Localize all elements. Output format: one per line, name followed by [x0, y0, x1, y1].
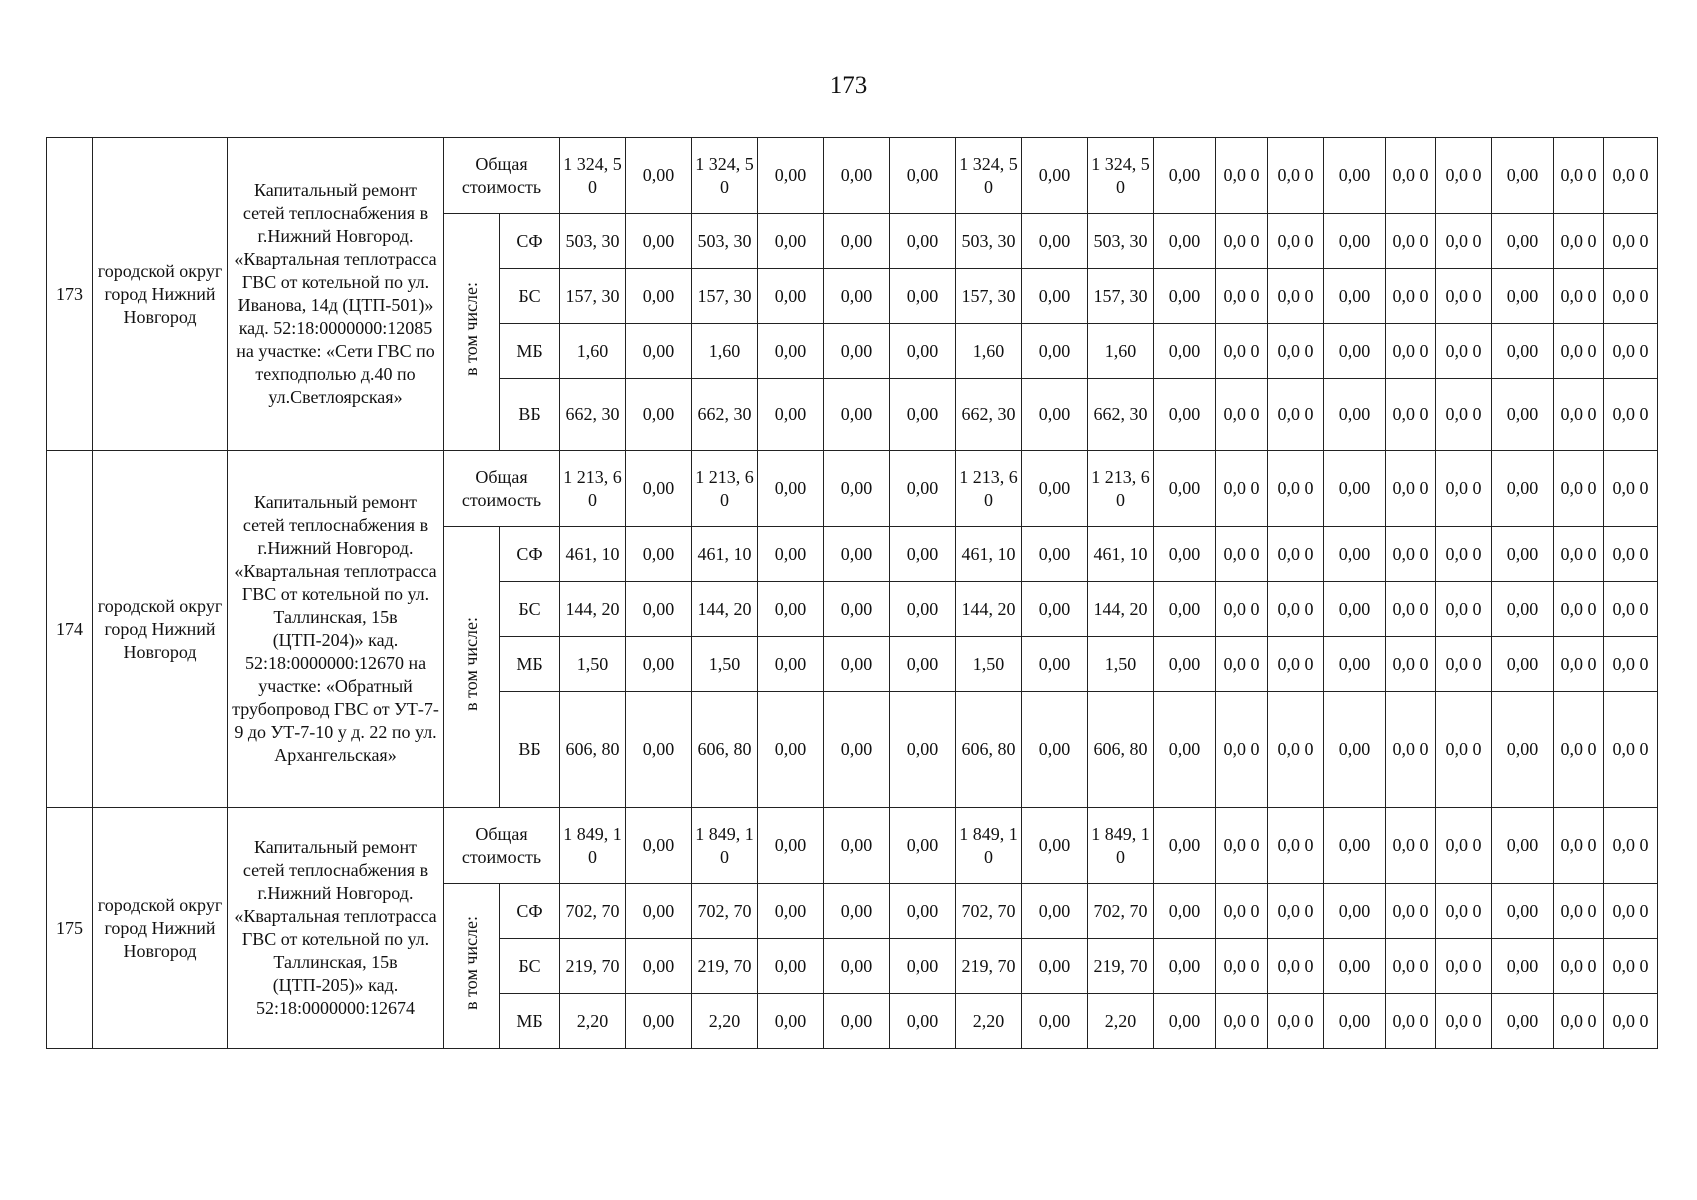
breakdown-label: в том числе: [461, 916, 481, 1010]
value-cell: 0,0 0 [1268, 884, 1324, 939]
value-cell: 0,00 [824, 808, 890, 884]
value-cell: 0,0 0 [1216, 692, 1268, 808]
value-cell: 0,00 [1154, 379, 1216, 451]
breakdown-label-cell [444, 214, 500, 451]
value-cell: 0,00 [824, 324, 890, 379]
value-cell: 0,0 0 [1268, 637, 1324, 692]
value-cell: 0,00 [758, 939, 824, 994]
value-cell: 0,0 0 [1386, 324, 1436, 379]
value-cell: 0,00 [758, 692, 824, 808]
value-cell: 0,0 0 [1604, 269, 1658, 324]
value-cell: 0,00 [1492, 884, 1554, 939]
value-cell: 0,0 0 [1604, 939, 1658, 994]
value-cell: 0,00 [824, 692, 890, 808]
project-number: 174 [47, 451, 93, 808]
value-cell: 0,00 [1492, 637, 1554, 692]
value-cell: 0,00 [1324, 582, 1386, 637]
total-cost-label: Общая стоимость [444, 451, 560, 527]
value-cell: 0,0 0 [1554, 637, 1604, 692]
value-cell: 702, 70 [560, 884, 626, 939]
value-cell: 1 324, 50 [956, 138, 1022, 214]
value-cell: 0,00 [1324, 214, 1386, 269]
value-cell: 0,0 0 [1554, 582, 1604, 637]
value-cell: 0,00 [1022, 379, 1088, 451]
value-cell: 0,0 0 [1216, 884, 1268, 939]
value-cell: 219, 70 [1088, 939, 1154, 994]
value-cell: 0,00 [758, 637, 824, 692]
value-cell: 0,00 [1324, 692, 1386, 808]
value-cell: 0,0 0 [1436, 451, 1492, 527]
value-cell: 0,00 [824, 138, 890, 214]
value-cell: 0,0 0 [1268, 808, 1324, 884]
value-cell: 0,0 0 [1604, 808, 1658, 884]
value-cell: 0,0 0 [1604, 582, 1658, 637]
value-cell: 662, 30 [956, 379, 1022, 451]
value-cell: 606, 80 [956, 692, 1022, 808]
value-cell: 1 849, 10 [692, 808, 758, 884]
value-cell: 0,0 0 [1436, 138, 1492, 214]
value-cell: 0,00 [824, 451, 890, 527]
value-cell: 0,00 [1492, 379, 1554, 451]
value-cell: 0,00 [1492, 808, 1554, 884]
value-cell: 157, 30 [560, 269, 626, 324]
value-cell: 1,60 [560, 324, 626, 379]
value-cell: 0,00 [1492, 214, 1554, 269]
value-cell: 2,20 [1088, 994, 1154, 1049]
value-cell: 503, 30 [560, 214, 626, 269]
value-cell: 0,0 0 [1604, 451, 1658, 527]
value-cell: 0,00 [890, 692, 956, 808]
value-cell: 0,0 0 [1554, 939, 1604, 994]
value-cell: 0,0 0 [1554, 527, 1604, 582]
value-cell: 0,00 [1022, 214, 1088, 269]
value-cell: 0,00 [1022, 138, 1088, 214]
value-cell: 219, 70 [956, 939, 1022, 994]
value-cell: 0,0 0 [1268, 527, 1324, 582]
value-cell: 0,00 [1154, 324, 1216, 379]
value-cell: 0,00 [824, 379, 890, 451]
value-cell: 0,0 0 [1216, 324, 1268, 379]
value-cell: 0,00 [1492, 939, 1554, 994]
value-cell: 0,00 [626, 324, 692, 379]
value-cell: 0,00 [1324, 527, 1386, 582]
value-cell: 0,0 0 [1554, 214, 1604, 269]
value-cell: 0,0 0 [1554, 692, 1604, 808]
value-cell: 144, 20 [1088, 582, 1154, 637]
value-cell: 0,00 [758, 269, 824, 324]
value-cell: 0,0 0 [1268, 214, 1324, 269]
value-cell: 1,60 [956, 324, 1022, 379]
value-cell: 0,00 [1492, 582, 1554, 637]
value-cell: 0,00 [890, 939, 956, 994]
value-cell: 0,00 [758, 884, 824, 939]
value-cell: 144, 20 [692, 582, 758, 637]
breakdown-label: в том числе: [461, 617, 481, 711]
funding-source-label: ВБ [500, 379, 560, 451]
value-cell: 0,0 0 [1386, 994, 1436, 1049]
value-cell: 0,00 [1154, 692, 1216, 808]
value-cell: 0,00 [890, 379, 956, 451]
value-cell: 0,00 [1492, 138, 1554, 214]
value-cell: 1 213, 60 [1088, 451, 1154, 527]
funding-source-label: МБ [500, 324, 560, 379]
value-cell: 0,0 0 [1386, 527, 1436, 582]
value-cell: 0,00 [626, 269, 692, 324]
value-cell: 0,00 [890, 324, 956, 379]
value-cell: 0,00 [824, 582, 890, 637]
value-cell: 0,00 [890, 994, 956, 1049]
value-cell: 1 213, 60 [956, 451, 1022, 527]
value-cell: 0,00 [1022, 451, 1088, 527]
value-cell: 0,0 0 [1554, 269, 1604, 324]
value-cell: 1,50 [956, 637, 1022, 692]
funding-source-label: МБ [500, 637, 560, 692]
value-cell: 0,0 0 [1604, 138, 1658, 214]
value-cell: 1 324, 50 [692, 138, 758, 214]
value-cell: 219, 70 [560, 939, 626, 994]
value-cell: 0,0 0 [1436, 884, 1492, 939]
table-body [47, 138, 1658, 1049]
value-cell: 0,0 0 [1436, 379, 1492, 451]
budget-table [46, 137, 1658, 1049]
value-cell: 0,0 0 [1216, 527, 1268, 582]
value-cell: 503, 30 [956, 214, 1022, 269]
value-cell: 0,00 [1154, 808, 1216, 884]
value-cell: 0,00 [1154, 214, 1216, 269]
project-total-row [47, 808, 1658, 884]
value-cell: 0,00 [1324, 379, 1386, 451]
project-total-row [47, 451, 1658, 527]
value-cell: 0,00 [1022, 527, 1088, 582]
funding-source-label: СФ [500, 884, 560, 939]
value-cell: 0,00 [626, 451, 692, 527]
value-cell: 0,00 [1022, 808, 1088, 884]
value-cell: 144, 20 [956, 582, 1022, 637]
funding-source-label: ВБ [500, 692, 560, 808]
value-cell: 0,00 [1154, 939, 1216, 994]
value-cell: 0,00 [1324, 994, 1386, 1049]
value-cell: 461, 10 [1088, 527, 1154, 582]
value-cell: 0,0 0 [1216, 451, 1268, 527]
breakdown-label-cell [444, 527, 500, 808]
project-description: Капитальный ремонт сетей теплоснабжения в г.Нижний Новгород. «Квартальная теплотрасса ГВС от котельной по ул. Таллинская, 15в (ЦТП-205)» кад. 52:18:0000000:12674 [228, 808, 444, 1049]
value-cell: 0,00 [1324, 138, 1386, 214]
value-cell: 144, 20 [560, 582, 626, 637]
value-cell: 0,0 0 [1436, 527, 1492, 582]
value-cell: 0,00 [626, 379, 692, 451]
funding-source-label: БС [500, 582, 560, 637]
value-cell: 0,0 0 [1436, 637, 1492, 692]
value-cell: 702, 70 [692, 884, 758, 939]
value-cell: 0,00 [1022, 269, 1088, 324]
funding-source-label: СФ [500, 527, 560, 582]
value-cell: 2,20 [956, 994, 1022, 1049]
value-cell: 662, 30 [560, 379, 626, 451]
breakdown-label: в том числе: [461, 282, 481, 376]
value-cell: 0,0 0 [1268, 692, 1324, 808]
value-cell: 0,00 [1324, 808, 1386, 884]
value-cell: 0,00 [1022, 582, 1088, 637]
value-cell: 1,50 [1088, 637, 1154, 692]
value-cell: 0,00 [758, 994, 824, 1049]
value-cell: 2,20 [560, 994, 626, 1049]
value-cell: 0,0 0 [1554, 324, 1604, 379]
value-cell: 0,0 0 [1386, 451, 1436, 527]
value-cell: 0,0 0 [1268, 324, 1324, 379]
value-cell: 0,0 0 [1386, 269, 1436, 324]
value-cell: 0,0 0 [1436, 214, 1492, 269]
value-cell: 1 849, 10 [1088, 808, 1154, 884]
value-cell: 0,00 [1154, 451, 1216, 527]
value-cell: 0,00 [824, 939, 890, 994]
value-cell: 1 324, 50 [560, 138, 626, 214]
value-cell: 0,0 0 [1386, 138, 1436, 214]
value-cell: 662, 30 [692, 379, 758, 451]
value-cell: 0,0 0 [1554, 808, 1604, 884]
value-cell: 0,0 0 [1216, 637, 1268, 692]
value-cell: 0,00 [1154, 994, 1216, 1049]
value-cell: 0,00 [1324, 884, 1386, 939]
value-cell: 0,0 0 [1604, 214, 1658, 269]
value-cell: 0,00 [626, 582, 692, 637]
value-cell: 0,0 0 [1604, 379, 1658, 451]
value-cell: 157, 30 [1088, 269, 1154, 324]
value-cell: 0,0 0 [1604, 527, 1658, 582]
value-cell: 0,0 0 [1386, 582, 1436, 637]
value-cell: 0,0 0 [1436, 994, 1492, 1049]
value-cell: 1 849, 10 [560, 808, 626, 884]
value-cell: 0,0 0 [1386, 808, 1436, 884]
project-number: 175 [47, 808, 93, 1049]
value-cell: 0,00 [824, 527, 890, 582]
total-cost-label: Общая стоимость [444, 138, 560, 214]
value-cell: 0,00 [890, 138, 956, 214]
value-cell: 0,00 [1022, 692, 1088, 808]
municipality: городской округ город Нижний Новгород [93, 451, 228, 808]
value-cell: 0,0 0 [1268, 269, 1324, 324]
value-cell: 2,20 [692, 994, 758, 1049]
value-cell: 0,00 [824, 994, 890, 1049]
value-cell: 0,00 [890, 884, 956, 939]
value-cell: 0,0 0 [1554, 451, 1604, 527]
value-cell: 0,0 0 [1216, 939, 1268, 994]
value-cell: 0,0 0 [1554, 884, 1604, 939]
value-cell: 0,00 [1492, 527, 1554, 582]
value-cell: 0,00 [890, 214, 956, 269]
value-cell: 0,00 [758, 527, 824, 582]
value-cell: 0,00 [758, 451, 824, 527]
municipality: городской округ город Нижний Новгород [93, 808, 228, 1049]
value-cell: 0,00 [1022, 324, 1088, 379]
value-cell: 503, 30 [1088, 214, 1154, 269]
value-cell: 0,0 0 [1436, 269, 1492, 324]
value-cell: 0,00 [1022, 994, 1088, 1049]
value-cell: 0,0 0 [1436, 808, 1492, 884]
value-cell: 0,0 0 [1216, 994, 1268, 1049]
value-cell: 1,50 [560, 637, 626, 692]
value-cell: 0,0 0 [1386, 637, 1436, 692]
value-cell: 0,0 0 [1216, 582, 1268, 637]
funding-source-label: МБ [500, 994, 560, 1049]
value-cell: 0,0 0 [1386, 939, 1436, 994]
value-cell: 0,0 0 [1554, 138, 1604, 214]
value-cell: 0,0 0 [1436, 324, 1492, 379]
breakdown-label-cell [444, 884, 500, 1049]
value-cell: 1,50 [692, 637, 758, 692]
value-cell: 461, 10 [560, 527, 626, 582]
value-cell: 0,00 [1022, 637, 1088, 692]
value-cell: 0,00 [1324, 324, 1386, 379]
funding-source-label: СФ [500, 214, 560, 269]
value-cell: 0,0 0 [1436, 582, 1492, 637]
value-cell: 0,0 0 [1436, 692, 1492, 808]
value-cell: 0,0 0 [1554, 994, 1604, 1049]
value-cell: 503, 30 [692, 214, 758, 269]
value-cell: 1 213, 60 [560, 451, 626, 527]
project-description: Капитальный ремонт сетей теплоснабжения в г.Нижний Новгород. «Квартальная теплотрасса ГВС от котельной по ул. Иванова, 14д (ЦТП-501)» кад. 52:18:0000000:12085 на участке: «Сети ГВС по техподполью д.40 по ул.Светлоярская» [228, 138, 444, 451]
value-cell: 1 849, 10 [956, 808, 1022, 884]
value-cell: 1 213, 60 [692, 451, 758, 527]
value-cell: 0,0 0 [1216, 269, 1268, 324]
value-cell: 0,00 [1492, 994, 1554, 1049]
value-cell: 0,0 0 [1268, 451, 1324, 527]
value-cell: 0,0 0 [1386, 884, 1436, 939]
value-cell: 0,00 [1324, 637, 1386, 692]
value-cell: 606, 80 [560, 692, 626, 808]
value-cell: 0,0 0 [1436, 939, 1492, 994]
municipality: городской округ город Нижний Новгород [93, 138, 228, 451]
value-cell: 0,00 [1022, 884, 1088, 939]
value-cell: 0,00 [758, 379, 824, 451]
value-cell: 0,00 [626, 884, 692, 939]
total-cost-label: Общая стоимость [444, 808, 560, 884]
value-cell: 0,00 [1154, 884, 1216, 939]
value-cell: 0,00 [1154, 527, 1216, 582]
value-cell: 0,0 0 [1604, 637, 1658, 692]
value-cell: 461, 10 [692, 527, 758, 582]
value-cell: 0,0 0 [1386, 692, 1436, 808]
value-cell: 662, 30 [1088, 379, 1154, 451]
value-cell: 702, 70 [956, 884, 1022, 939]
value-cell: 0,0 0 [1604, 994, 1658, 1049]
value-cell: 0,00 [1324, 269, 1386, 324]
value-cell: 0,00 [824, 884, 890, 939]
value-cell: 0,00 [626, 214, 692, 269]
value-cell: 606, 80 [692, 692, 758, 808]
value-cell: 0,00 [824, 214, 890, 269]
value-cell: 0,00 [758, 582, 824, 637]
value-cell: 0,00 [1324, 451, 1386, 527]
value-cell: 0,0 0 [1268, 379, 1324, 451]
value-cell: 0,0 0 [1216, 379, 1268, 451]
value-cell: 157, 30 [692, 269, 758, 324]
value-cell: 0,00 [890, 808, 956, 884]
value-cell: 0,00 [824, 637, 890, 692]
funding-source-label: БС [500, 939, 560, 994]
value-cell: 0,0 0 [1604, 324, 1658, 379]
value-cell: 0,0 0 [1268, 939, 1324, 994]
value-cell: 0,00 [1154, 637, 1216, 692]
value-cell: 0,0 0 [1216, 214, 1268, 269]
value-cell: 0,00 [824, 269, 890, 324]
value-cell: 0,00 [890, 582, 956, 637]
value-cell: 0,00 [758, 324, 824, 379]
value-cell: 0,00 [1154, 582, 1216, 637]
page-number: 173 [829, 72, 868, 99]
value-cell: 0,00 [1492, 451, 1554, 527]
funding-source-label: БС [500, 269, 560, 324]
value-cell: 0,0 0 [1604, 692, 1658, 808]
value-cell: 219, 70 [692, 939, 758, 994]
value-cell: 0,00 [1492, 324, 1554, 379]
project-total-row [47, 138, 1658, 214]
value-cell: 0,00 [758, 808, 824, 884]
value-cell: 0,0 0 [1554, 379, 1604, 451]
value-cell: 0,00 [1324, 939, 1386, 994]
value-cell: 0,00 [1492, 692, 1554, 808]
value-cell: 0,0 0 [1386, 214, 1436, 269]
value-cell: 0,0 0 [1386, 379, 1436, 451]
value-cell: 0,00 [626, 138, 692, 214]
value-cell: 0,00 [890, 527, 956, 582]
value-cell: 0,00 [758, 138, 824, 214]
value-cell: 0,00 [626, 939, 692, 994]
value-cell: 606, 80 [1088, 692, 1154, 808]
value-cell: 0,0 0 [1268, 138, 1324, 214]
value-cell: 0,00 [626, 692, 692, 808]
value-cell: 702, 70 [1088, 884, 1154, 939]
value-cell: 0,0 0 [1268, 582, 1324, 637]
value-cell: 0,00 [1022, 939, 1088, 994]
value-cell: 0,00 [1154, 138, 1216, 214]
value-cell: 0,00 [626, 637, 692, 692]
value-cell: 0,00 [890, 451, 956, 527]
value-cell: 1,60 [692, 324, 758, 379]
value-cell: 461, 10 [956, 527, 1022, 582]
value-cell: 0,0 0 [1216, 138, 1268, 214]
value-cell: 0,00 [758, 214, 824, 269]
value-cell: 1,60 [1088, 324, 1154, 379]
value-cell: 0,0 0 [1604, 884, 1658, 939]
value-cell: 0,00 [1154, 269, 1216, 324]
value-cell: 157, 30 [956, 269, 1022, 324]
value-cell: 0,00 [626, 527, 692, 582]
value-cell: 0,00 [890, 637, 956, 692]
value-cell: 0,0 0 [1216, 808, 1268, 884]
value-cell: 0,00 [1492, 269, 1554, 324]
value-cell: 0,00 [626, 994, 692, 1049]
value-cell: 1 324, 50 [1088, 138, 1154, 214]
project-description: Капитальный ремонт сетей теплоснабжения в г.Нижний Новгород. «Квартальная теплотрасса ГВС от котельной по ул. Таллинская, 15в (ЦТП-204)» кад. 52:18:0000000:12670 на участке: «Обратный трубопровод ГВС от УТ-7-9 до УТ-7-10 у д. 22 по ул. Архангельская» [228, 451, 444, 808]
value-cell: 0,00 [626, 808, 692, 884]
value-cell: 0,00 [890, 269, 956, 324]
value-cell: 0,0 0 [1268, 994, 1324, 1049]
project-number: 173 [47, 138, 93, 451]
